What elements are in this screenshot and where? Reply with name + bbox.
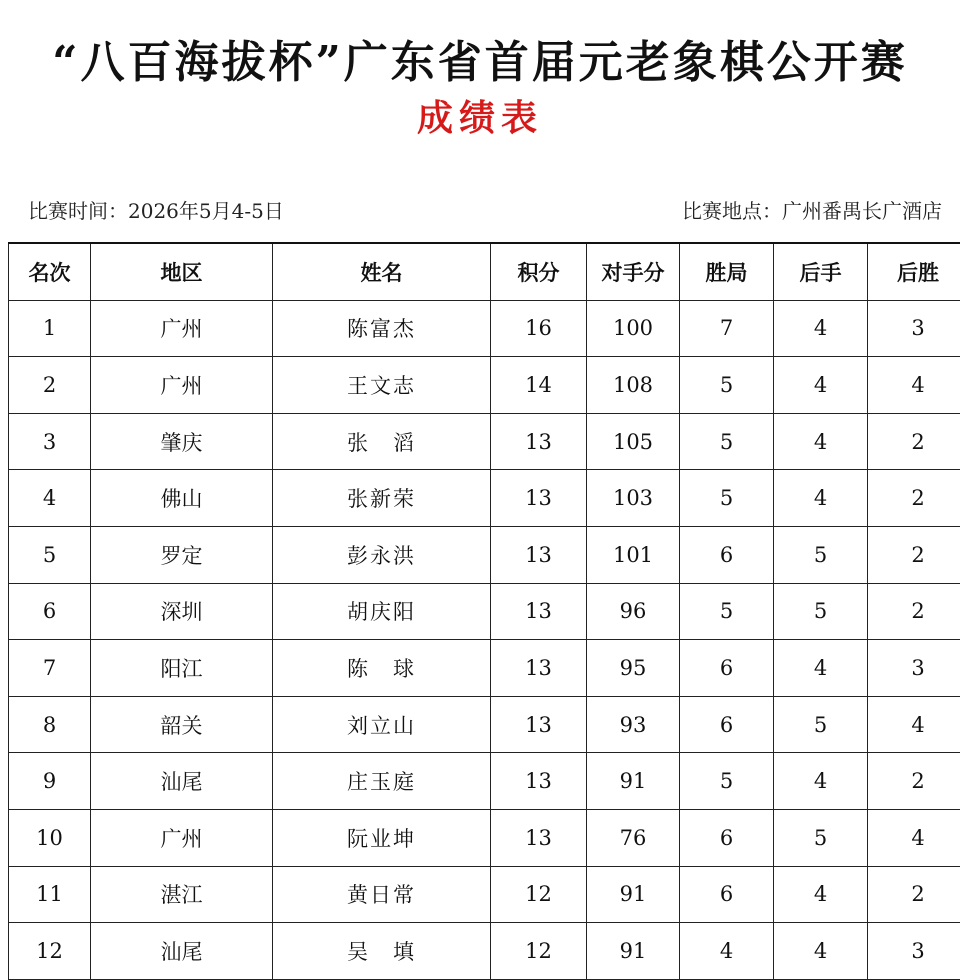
match-venue — [682, 195, 942, 224]
table-row — [9, 583, 960, 640]
cell-second-hand-wins: 2 — [868, 583, 960, 640]
cell-points: 13 — [491, 640, 587, 697]
cell-second-hand-wins: 4 — [868, 357, 960, 414]
cell-region: 广州 — [91, 809, 273, 866]
cell-points: 13 — [491, 809, 587, 866]
results-table-body — [9, 300, 960, 979]
cell-region: 汕尾 — [91, 923, 273, 980]
cell-name: 张 滔 — [273, 413, 491, 470]
cell-rank: 4 — [9, 470, 91, 527]
cell-wins: 6 — [680, 696, 774, 753]
table-row — [9, 640, 960, 697]
cell-opponent-points: 101 — [587, 526, 680, 583]
cell-second-hand: 4 — [774, 753, 868, 810]
cell-second-hand: 5 — [774, 809, 868, 866]
cell-opponent-points: 91 — [587, 866, 680, 923]
cell-region: 广州 — [91, 357, 273, 414]
column-header-opponent-points: 对手分 — [587, 243, 680, 300]
cell-rank: 8 — [9, 696, 91, 753]
cell-second-hand: 4 — [774, 357, 868, 414]
cell-wins: 7 — [680, 300, 774, 357]
column-header-second-hand-wins: 后胜 — [868, 243, 960, 300]
cell-points: 13 — [491, 526, 587, 583]
cell-name: 吴 填 — [273, 923, 491, 980]
cell-points: 12 — [491, 866, 587, 923]
cell-second-hand-wins: 2 — [868, 470, 960, 527]
cell-second-hand: 4 — [774, 413, 868, 470]
cell-rank: 9 — [9, 753, 91, 810]
match-venue-label: 比赛地点： — [682, 199, 782, 223]
cell-region: 汕尾 — [91, 753, 273, 810]
cell-wins: 5 — [680, 470, 774, 527]
cell-points: 12 — [491, 923, 587, 980]
cell-region: 肇庆 — [91, 413, 273, 470]
table-row — [9, 809, 960, 866]
column-header-points: 积分 — [491, 243, 587, 300]
table-row — [9, 923, 960, 980]
column-header-wins: 胜局 — [680, 243, 774, 300]
cell-wins: 6 — [680, 526, 774, 583]
cell-second-hand-wins: 3 — [868, 923, 960, 980]
table-row — [9, 696, 960, 753]
cell-name: 陈富杰 — [273, 300, 491, 357]
cell-rank: 7 — [9, 640, 91, 697]
cell-second-hand: 4 — [774, 470, 868, 527]
cell-name: 张新荣 — [273, 470, 491, 527]
cell-name: 彭永洪 — [273, 526, 491, 583]
cell-rank: 2 — [9, 357, 91, 414]
cell-points: 13 — [491, 696, 587, 753]
match-date — [28, 195, 284, 224]
cell-opponent-points: 105 — [587, 413, 680, 470]
column-header-rank: 名次 — [9, 243, 91, 300]
table-row — [9, 866, 960, 923]
cell-opponent-points: 96 — [587, 583, 680, 640]
cell-points: 16 — [491, 300, 587, 357]
document-title: “八百海拔杯”广东省首届元老象棋公开赛 — [0, 26, 960, 90]
cell-rank: 6 — [9, 583, 91, 640]
cell-second-hand: 4 — [774, 300, 868, 357]
cell-second-hand: 5 — [774, 583, 868, 640]
cell-opponent-points: 108 — [587, 357, 680, 414]
cell-name: 黄日常 — [273, 866, 491, 923]
cell-rank: 5 — [9, 526, 91, 583]
cell-second-hand: 4 — [774, 923, 868, 980]
table-row — [9, 753, 960, 810]
results-table — [8, 242, 960, 980]
table-row — [9, 526, 960, 583]
cell-points: 13 — [491, 753, 587, 810]
cell-region: 深圳 — [91, 583, 273, 640]
cell-second-hand-wins: 2 — [868, 753, 960, 810]
cell-wins: 5 — [680, 357, 774, 414]
cell-name: 阮业坤 — [273, 809, 491, 866]
cell-wins: 5 — [680, 753, 774, 810]
cell-name: 胡庆阳 — [273, 583, 491, 640]
cell-points: 13 — [491, 470, 587, 527]
cell-points: 14 — [491, 357, 587, 414]
cell-rank: 12 — [9, 923, 91, 980]
cell-second-hand-wins: 4 — [868, 809, 960, 866]
table-row — [9, 357, 960, 414]
match-date-value: 2026年5月4-5日 — [128, 199, 284, 223]
cell-points: 13 — [491, 413, 587, 470]
cell-rank: 11 — [9, 866, 91, 923]
table-row — [9, 413, 960, 470]
cell-wins: 6 — [680, 809, 774, 866]
cell-second-hand-wins: 2 — [868, 526, 960, 583]
table-header-row — [9, 243, 960, 300]
cell-points: 13 — [491, 583, 587, 640]
match-venue-value: 广州番禺长广酒店 — [782, 199, 942, 223]
cell-region: 韶关 — [91, 696, 273, 753]
cell-name: 刘立山 — [273, 696, 491, 753]
cell-second-hand: 5 — [774, 526, 868, 583]
cell-wins: 4 — [680, 923, 774, 980]
table-row — [9, 470, 960, 527]
cell-second-hand: 4 — [774, 640, 868, 697]
cell-name: 庄玉庭 — [273, 753, 491, 810]
cell-wins: 6 — [680, 640, 774, 697]
cell-region: 湛江 — [91, 866, 273, 923]
cell-second-hand-wins: 2 — [868, 413, 960, 470]
cell-rank: 1 — [9, 300, 91, 357]
column-header-name: 姓名 — [273, 243, 491, 300]
table-row — [9, 300, 960, 357]
cell-rank: 10 — [9, 809, 91, 866]
cell-region: 佛山 — [91, 470, 273, 527]
cell-region: 广州 — [91, 300, 273, 357]
cell-region: 阳江 — [91, 640, 273, 697]
cell-rank: 3 — [9, 413, 91, 470]
column-header-region: 地区 — [91, 243, 273, 300]
cell-second-hand: 5 — [774, 696, 868, 753]
cell-second-hand-wins: 2 — [868, 866, 960, 923]
match-date-label: 比赛时间： — [28, 199, 128, 223]
cell-opponent-points: 91 — [587, 753, 680, 810]
document-subtitle: 成绩表 — [0, 90, 960, 141]
cell-opponent-points: 103 — [587, 470, 680, 527]
cell-opponent-points: 100 — [587, 300, 680, 357]
cell-second-hand: 4 — [774, 866, 868, 923]
cell-opponent-points: 76 — [587, 809, 680, 866]
cell-region: 罗定 — [91, 526, 273, 583]
cell-opponent-points: 93 — [587, 696, 680, 753]
cell-wins: 6 — [680, 866, 774, 923]
cell-wins: 5 — [680, 583, 774, 640]
cell-name: 陈 球 — [273, 640, 491, 697]
cell-opponent-points: 95 — [587, 640, 680, 697]
cell-second-hand-wins: 4 — [868, 696, 960, 753]
column-header-second-hand: 后手 — [774, 243, 868, 300]
cell-opponent-points: 91 — [587, 923, 680, 980]
cell-second-hand-wins: 3 — [868, 640, 960, 697]
cell-wins: 5 — [680, 413, 774, 470]
cell-second-hand-wins: 3 — [868, 300, 960, 357]
cell-name: 王文志 — [273, 357, 491, 414]
